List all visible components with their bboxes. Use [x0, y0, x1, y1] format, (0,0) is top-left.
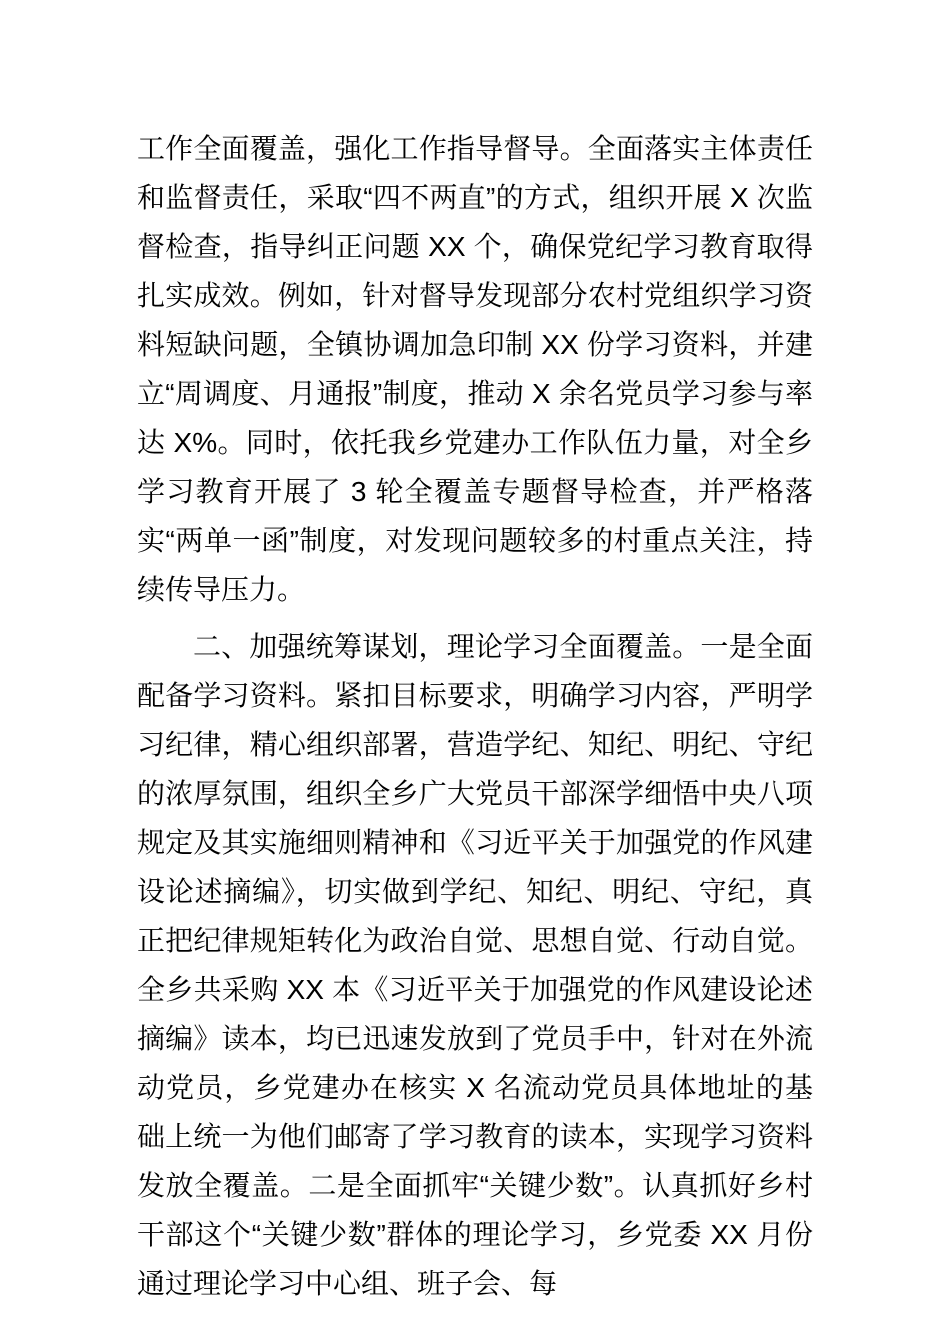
- paragraph: 二、加强统筹谋划，理论学习全面覆盖。一是全面配备学习资料。紧扣目标要求，明确学习内容，严明学习纪律，精心组织部署，营造学纪、知纪、明纪、守纪的浓厚氛围，组织全乡广大党员干部深学细悟中央八项规定及其实施细则精神和《习近平关于加强党的作风建设论述摘编》，切实做到学纪、知纪、明纪、守纪，真正把纪律规矩转化为政治自觉、思想自觉、行动自觉。全乡共采购 XX 本《习近平关于加强党的作风建设论述摘编》读本，均已迅速发放到了党员手中，针对在外流动党员，乡党建办在核实 X 名流动党员具体地址的基础上统一为他们邮寄了学习教育的读本，实现学习资料发放全覆盖。二是全面抓牢“关键少数”。认真抓好乡村干部这个“关键少数”群体的理论学习，乡党委 XX 月份通过理论学习中心组、班子会、每: [137, 631, 813, 1299]
- paragraph: 工作全面覆盖，强化工作指导督导。全面落实主体责任和监督责任，采取“四不两直”的方式，组织开展 X 次监督检查，指导纠正问题 XX 个，确保党纪学习教育取得扎实成效。例如，针对督导发现部分农村党组织学习资料短缺问题，全镇协调加急印制 XX 份学习资料，并建立“周调度、月通报”制度，推动 X 余名党员学习参与率达 X%。同时，依托我乡党建办工作队伍力量，对全乡学习教育开展了 3 轮全覆盖专题督导检查，并严格落实“两单一函”制度，对发现问题较多的村重点关注，持续传导压力。: [137, 133, 813, 605]
- document-body: [137, 124, 813, 1316]
